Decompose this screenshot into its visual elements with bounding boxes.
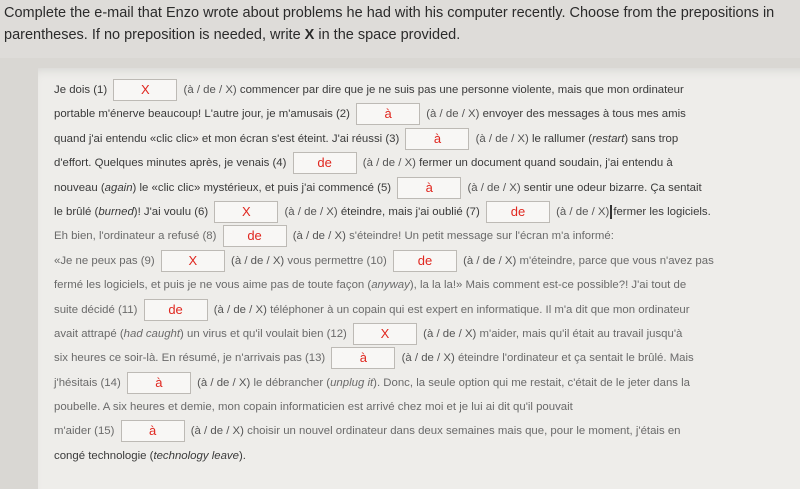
answer-field-1[interactable]: X (113, 79, 177, 101)
instructions-text-end: in the space provided. (314, 27, 461, 43)
passage-text: vous permettre (10) (287, 254, 387, 267)
passage-line (54, 395, 784, 419)
passage-text: )! J'ai voulu (6) (133, 205, 209, 218)
options-label: (à / de / X) (475, 132, 529, 145)
options-label: (à / de / X) (284, 205, 338, 218)
instructions-text: parentheses. If no preposition is needed, write (4, 27, 305, 43)
passage-text: envoyer des messages à tous mes amis (482, 108, 686, 121)
options-label: (à / de / X) (556, 205, 610, 218)
passage-text: ) le «clic clic» mystérieux, et puis j'ai commencé (5) (132, 181, 392, 194)
answer-field-15[interactable]: à (121, 420, 185, 442)
passage-line (54, 298, 784, 322)
answer-field-12[interactable]: X (353, 323, 417, 345)
text-cursor-icon (610, 205, 612, 219)
passage-text: téléphoner à un copain qui est expert en informatique. Il m'a dit que mon ordinateur (270, 303, 690, 316)
passage-line (54, 200, 784, 224)
answer-field-4[interactable]: de (293, 152, 357, 174)
translation-hint: had caught (123, 327, 181, 340)
passage-line (54, 224, 784, 248)
passage-text: m'aider, mais qu'il était au travail jusqu'à (479, 327, 683, 340)
options-label: (à / de / X) (467, 181, 521, 194)
passage-text: Je dois (1) (54, 84, 108, 96)
passage-line (54, 249, 784, 273)
passage-line (54, 102, 784, 126)
translation-hint: technology leave (153, 449, 239, 462)
passage-text: le rallumer ( (531, 132, 593, 145)
answer-field-9[interactable]: X (161, 250, 225, 272)
passage-text: fermer les logiciels. (613, 205, 711, 218)
passage-line (54, 444, 784, 468)
passage-text: éteindre l'ordinateur et ça sentait le brûlé. Mais (457, 352, 694, 365)
answer-field-5[interactable]: à (397, 177, 461, 199)
translation-hint: restart (592, 132, 625, 145)
passage-text: nouveau ( (54, 181, 105, 194)
translation-hint: burned (98, 205, 134, 218)
passage-text: m'éteindre, parce que vous n'avez pas (519, 254, 714, 267)
passage-text: commencer par dire que je ne suis pas une personne violente, mais que mon ordinateur (239, 84, 684, 96)
translation-hint: again (104, 181, 133, 194)
passage-text: fermer un document quand soudain, j'ai entendu à (419, 157, 673, 170)
answer-field-10[interactable]: de (393, 250, 457, 272)
passage-text: ) un virus et qu'il voulait bien (12) (180, 327, 347, 340)
answer-field-6[interactable]: X (214, 201, 278, 223)
passage-line (54, 273, 784, 297)
options-label: (à / de / X) (183, 84, 237, 96)
passage-text: six heures ce soir-là. En résumé, je n'arrivais pas (13) (54, 352, 326, 365)
passage-text: quand j'ai entendu «clic clic» et mon écran s'est éteint. J'ai réussi (3) (54, 132, 400, 145)
options-label: (à / de / X) (463, 254, 517, 267)
options-label: (à / de / X) (401, 352, 455, 365)
translation-hint: anyway (371, 279, 410, 292)
email-passage (54, 78, 784, 468)
passage-line (54, 127, 784, 151)
instructions (0, 0, 800, 58)
answer-field-11[interactable]: de (144, 299, 208, 321)
passage-text: congé technologie ( (54, 449, 154, 462)
answer-field-14[interactable]: à (127, 372, 191, 394)
passage-text: d'effort. Quelques minutes après, je venais (4) (54, 157, 287, 170)
passage-line (54, 346, 784, 370)
passage-text: avait attrapé ( (54, 327, 124, 340)
passage-text: poubelle. A six heures et demie, mon copain informaticien est arrivé chez moi et je lui ai dit qu'il pouvait (54, 401, 573, 414)
answer-field-3[interactable]: à (405, 128, 469, 150)
passage-text: suite décidé (11) (54, 303, 138, 316)
options-label: (à / de / X) (423, 327, 477, 340)
answer-field-13[interactable]: à (331, 347, 395, 369)
passage-text: sentir une odeur bizarre. Ça sentait (523, 181, 702, 194)
options-label: (à / de / X) (292, 230, 346, 243)
instructions-line-2 (4, 24, 800, 46)
passage-text: fermé les logiciels, et puis je ne vous aime pas de toute façon ( (54, 279, 372, 292)
passage-line (54, 371, 784, 395)
passage-text: le brûlé ( (54, 205, 99, 218)
options-label: (à / de / X) (362, 157, 416, 170)
passage-text: Eh bien, l'ordinateur a refusé (8) (54, 230, 217, 243)
passage-text: m'aider (15) (54, 425, 115, 438)
translation-hint: unplug it (330, 376, 374, 389)
passage-line (54, 176, 784, 200)
answer-field-2[interactable]: à (356, 103, 420, 125)
passage-text: portable m'énerve beaucoup! L'autre jour, je m'amusais (2) (54, 108, 350, 121)
passage-line (54, 322, 784, 346)
passage-text: j'hésitais (14) (54, 376, 121, 389)
options-label: (à / de / X) (426, 108, 480, 121)
passage-text: ), la la la!» Mais comment est-ce possible?! J'ai tout de (409, 279, 687, 292)
passage-text: ) sans trop (624, 132, 679, 145)
instructions-x-marker: X (304, 27, 315, 43)
passage-text: ). (238, 449, 246, 462)
passage-text: «Je ne peux pas (9) (54, 254, 155, 267)
passage-line (54, 419, 784, 443)
answer-field-7[interactable]: de (486, 201, 550, 223)
passage-line (54, 151, 784, 175)
options-label: (à / de / X) (213, 303, 267, 316)
options-label: (à / de / X) (197, 376, 251, 389)
passage-text: éteindre, mais j'ai oublié (7) (340, 205, 480, 218)
options-label: (à / de / X) (231, 254, 285, 267)
instructions-line-1: Complete the e-mail that Enzo wrote about problems he had with his computer recently. Choose from the prepositions in (4, 5, 775, 21)
passage-text: le débrancher ( (253, 376, 331, 389)
passage-line (54, 78, 784, 102)
passage-text: ). Donc, la seule option qui me restait, c'était de le jeter dans la (373, 376, 691, 389)
answer-field-8[interactable]: de (223, 225, 287, 247)
options-label: (à / de / X) (190, 425, 244, 438)
passage-text: choisir un nouvel ordinateur dans deux semaines mais que, pour le moment, j'étais en (247, 425, 681, 438)
passage-text: s'éteindre! Un petit message sur l'écran m'a informé: (349, 230, 614, 243)
